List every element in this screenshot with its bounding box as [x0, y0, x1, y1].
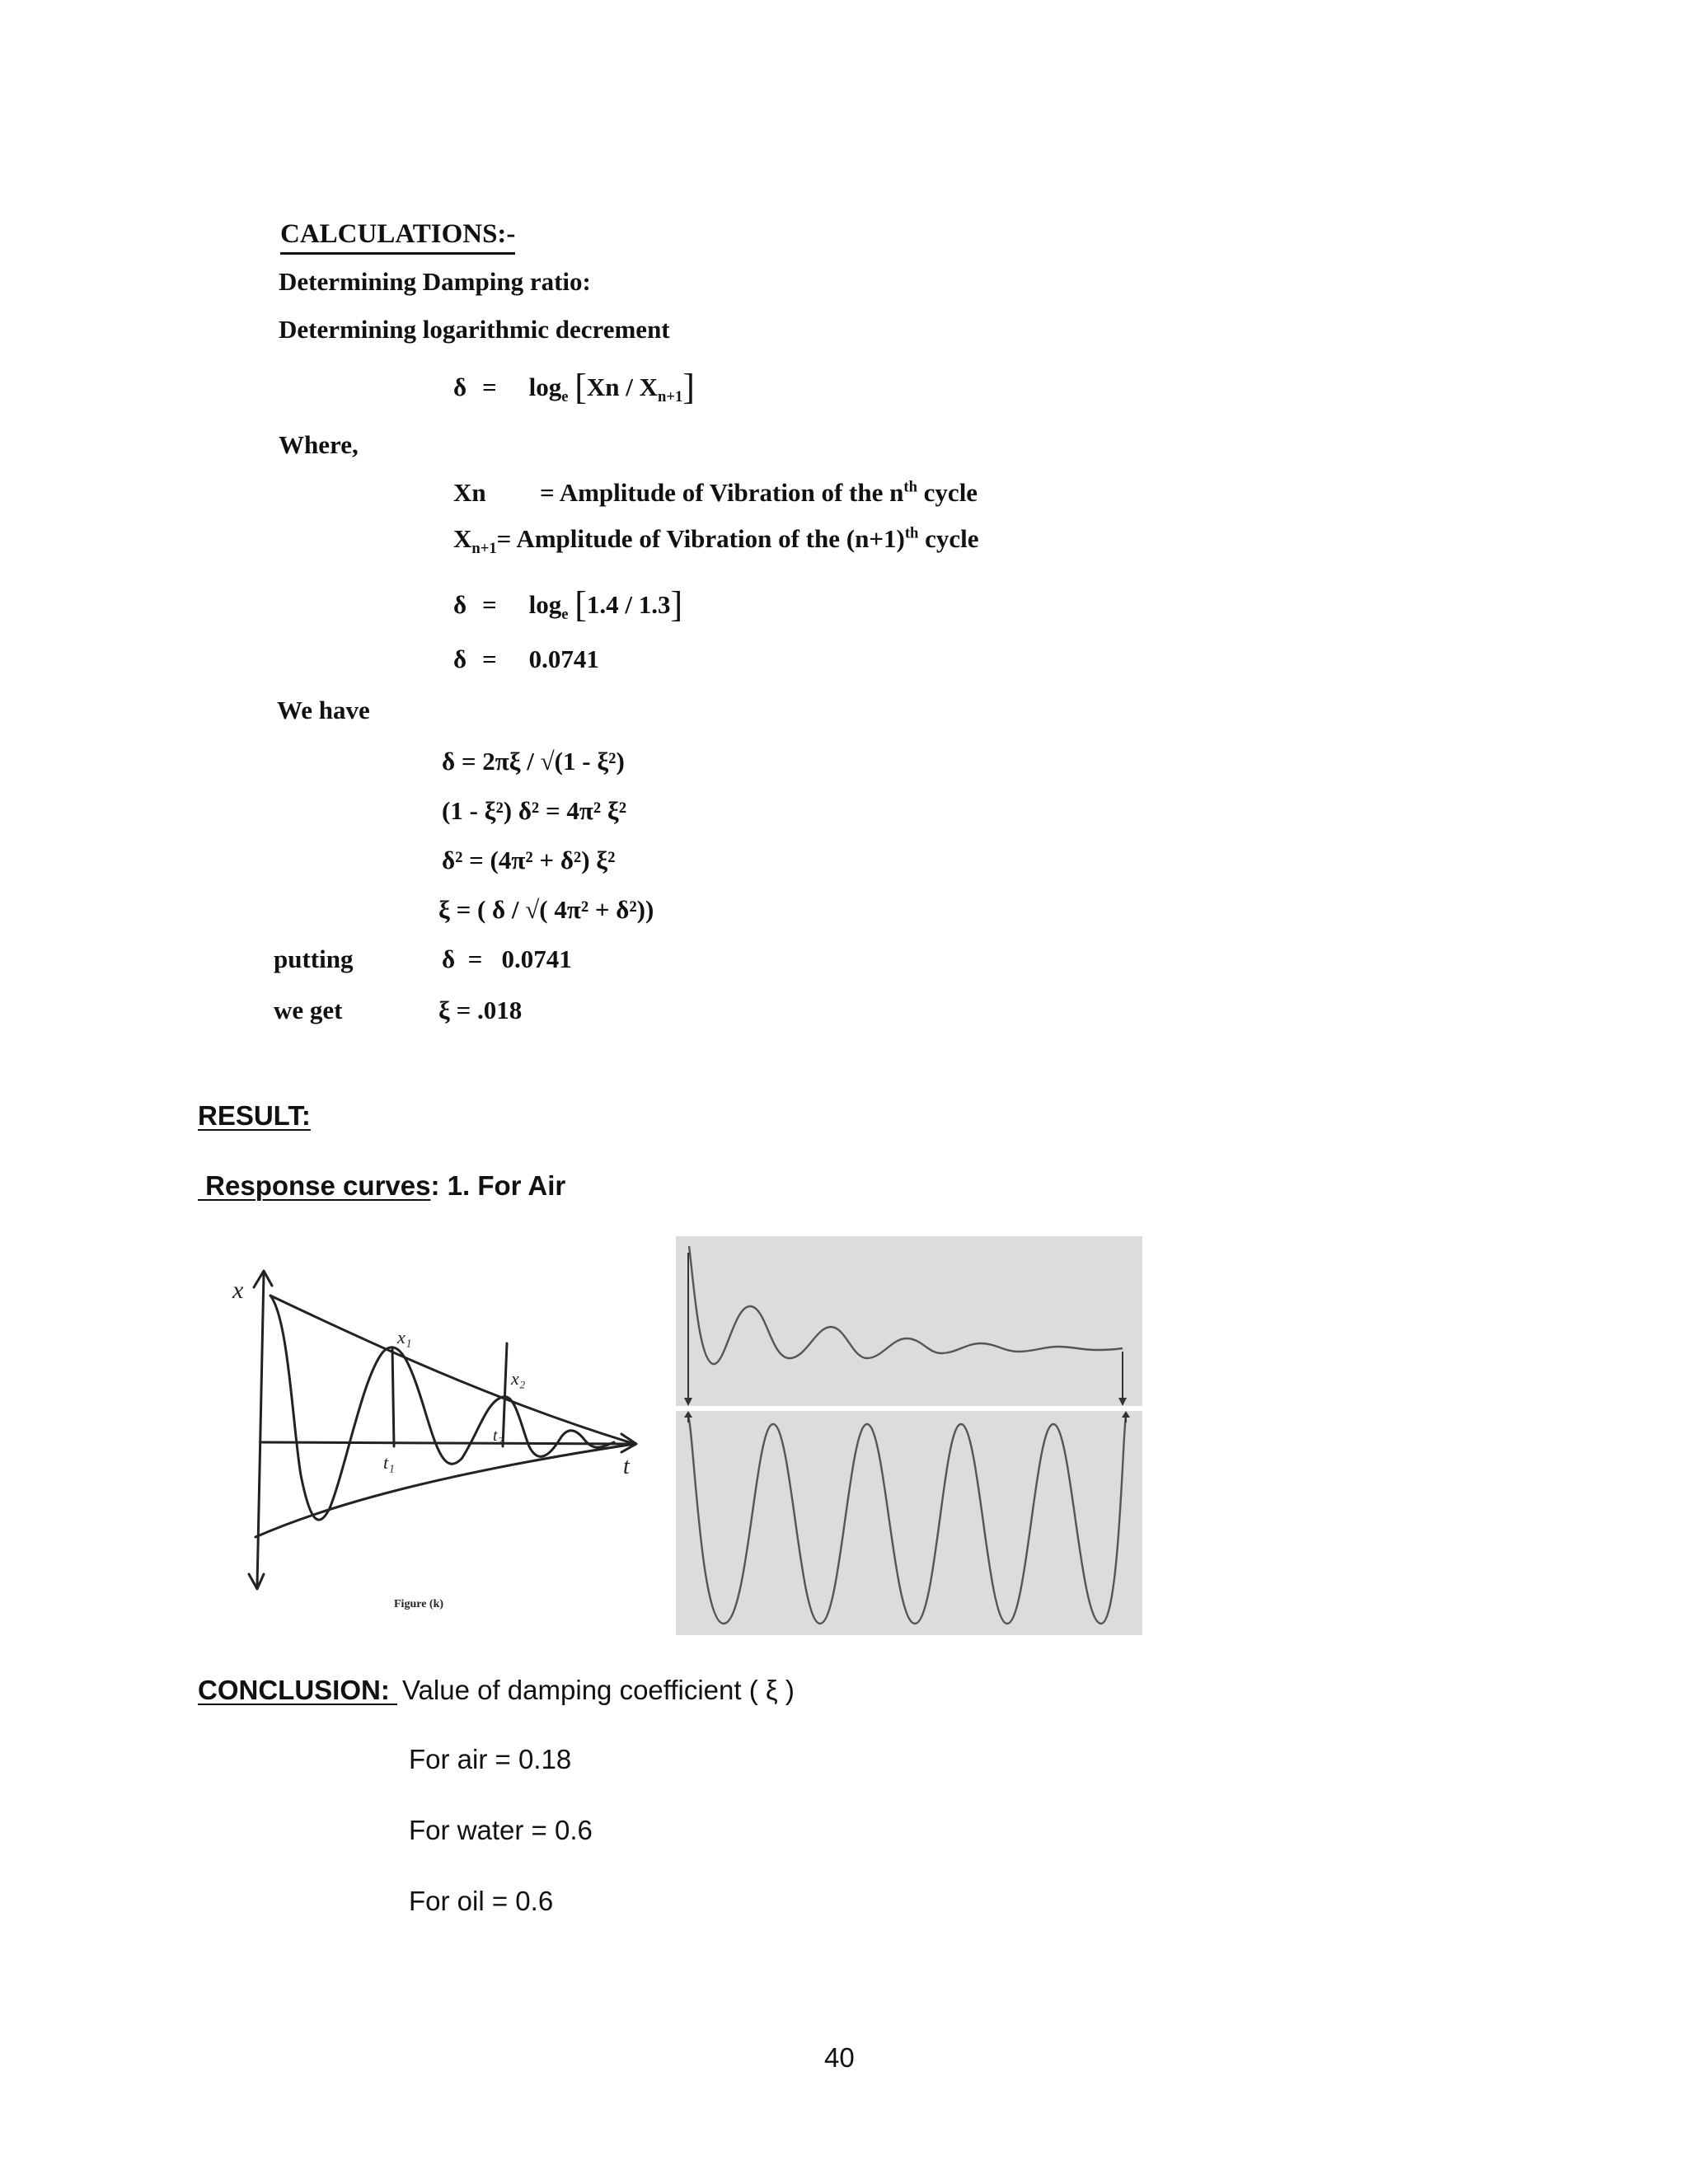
delta-symbol: δ [453, 373, 467, 401]
xn1-definition-text: = Amplitude of Vibration of the (n+1) [496, 524, 905, 553]
xn-definition-tail: cycle [917, 478, 978, 507]
formula-log-values [453, 584, 683, 625]
conclusion-line [198, 1675, 795, 1706]
page-number: 40 [824, 2042, 855, 2073]
equals-sign: = [482, 644, 497, 673]
derivation-line-3: δ² = (4π² + δ²) ξ² [442, 846, 616, 874]
damped-vibration-sketch [223, 1261, 668, 1648]
upper-envelope [270, 1296, 635, 1444]
bracket-close: ] [670, 584, 683, 625]
label-x2: x₂ [511, 1368, 526, 1389]
we-have-label: We have [277, 696, 370, 724]
conclusion-heading: CONCLUSION: [198, 1675, 397, 1705]
xn-definition-sup: th [903, 478, 917, 496]
where-label: Where, [279, 430, 359, 459]
damped-oscillation-curve [270, 1296, 614, 1520]
we-get-label: we get [274, 996, 343, 1024]
conclusion-item-water: For water = 0.6 [409, 1815, 593, 1845]
definition-xn1 [453, 526, 979, 557]
result-heading: RESULT: [198, 1100, 311, 1131]
section-title [280, 221, 515, 248]
vertical-axis [257, 1273, 264, 1586]
we-get-value: ξ = .018 [438, 996, 523, 1024]
derivation-line-4: ξ = ( δ / √( 4π² + δ²)) [438, 895, 654, 924]
xn-definition-text: = Amplitude of Vibration of the n [540, 478, 904, 507]
log-word: log [528, 373, 562, 401]
lower-envelope [256, 1444, 635, 1537]
definition-xn [453, 480, 978, 505]
label-x1: x₁ [397, 1327, 412, 1347]
xn1-symbol-sub: n+1 [471, 540, 497, 558]
bracket-open: [ [574, 584, 587, 625]
delta-value: 0.0741 [528, 644, 599, 673]
xn1-definition-sup: th [904, 524, 919, 542]
conclusion-item-air: For air = 0.18 [409, 1744, 572, 1774]
bracket-close: ] [682, 367, 695, 407]
label-t1: t₁ [383, 1452, 395, 1473]
formula-argument: Xn / X [586, 373, 659, 401]
label-t2: t₂ [493, 1427, 504, 1445]
response-curves-line [198, 1170, 565, 1202]
formula-result [453, 646, 599, 672]
formula-log-decrement [453, 369, 695, 405]
response-curves-label: Response curves [198, 1170, 431, 1201]
conclusion-item-oil: For oil = 0.6 [409, 1886, 554, 1916]
calculations-title: CALCULATIONS:- [280, 219, 515, 255]
time-axis [262, 1442, 635, 1444]
marker-t2 [503, 1343, 507, 1446]
xn1-symbol: X [453, 524, 472, 553]
derivation-line-2: (1 - ξ²) δ² = 4π² ξ² [442, 796, 627, 825]
response-curves-panel [676, 1236, 1142, 1635]
formula-argument-subscript: n+1 [658, 388, 683, 406]
conclusion-text: Value of damping coefficient ( ξ ) [402, 1675, 795, 1705]
line-logarithmic-decrement: Determining logarithmic decrement [279, 315, 670, 344]
label-t: t [623, 1454, 630, 1479]
delta-symbol: δ [453, 590, 467, 619]
log-base: e [561, 388, 569, 406]
xn-symbol: Xn [453, 478, 486, 507]
log-word: log [528, 590, 562, 619]
line-damping-ratio: Determining Damping ratio: [279, 267, 591, 296]
derivation-line-1: δ = 2πξ / √(1 - ξ²) [442, 747, 625, 776]
bracket-open: [ [574, 367, 587, 407]
equals-sign: = [482, 590, 497, 619]
formula-argument: 1.4 / 1.3 [586, 590, 671, 619]
putting-value: δ = 0.0741 [442, 944, 572, 973]
delta-symbol: δ [453, 644, 467, 673]
xn1-definition-tail: cycle [918, 524, 979, 553]
log-base: e [561, 606, 569, 624]
response-curves-suffix: : 1. For Air [430, 1170, 566, 1201]
axis-label-x: x [232, 1277, 244, 1304]
marker-t1 [392, 1347, 394, 1446]
putting-label: putting [274, 944, 354, 973]
equals-sign: = [482, 373, 497, 401]
figure-caption: Figure (k) [394, 1598, 444, 1610]
